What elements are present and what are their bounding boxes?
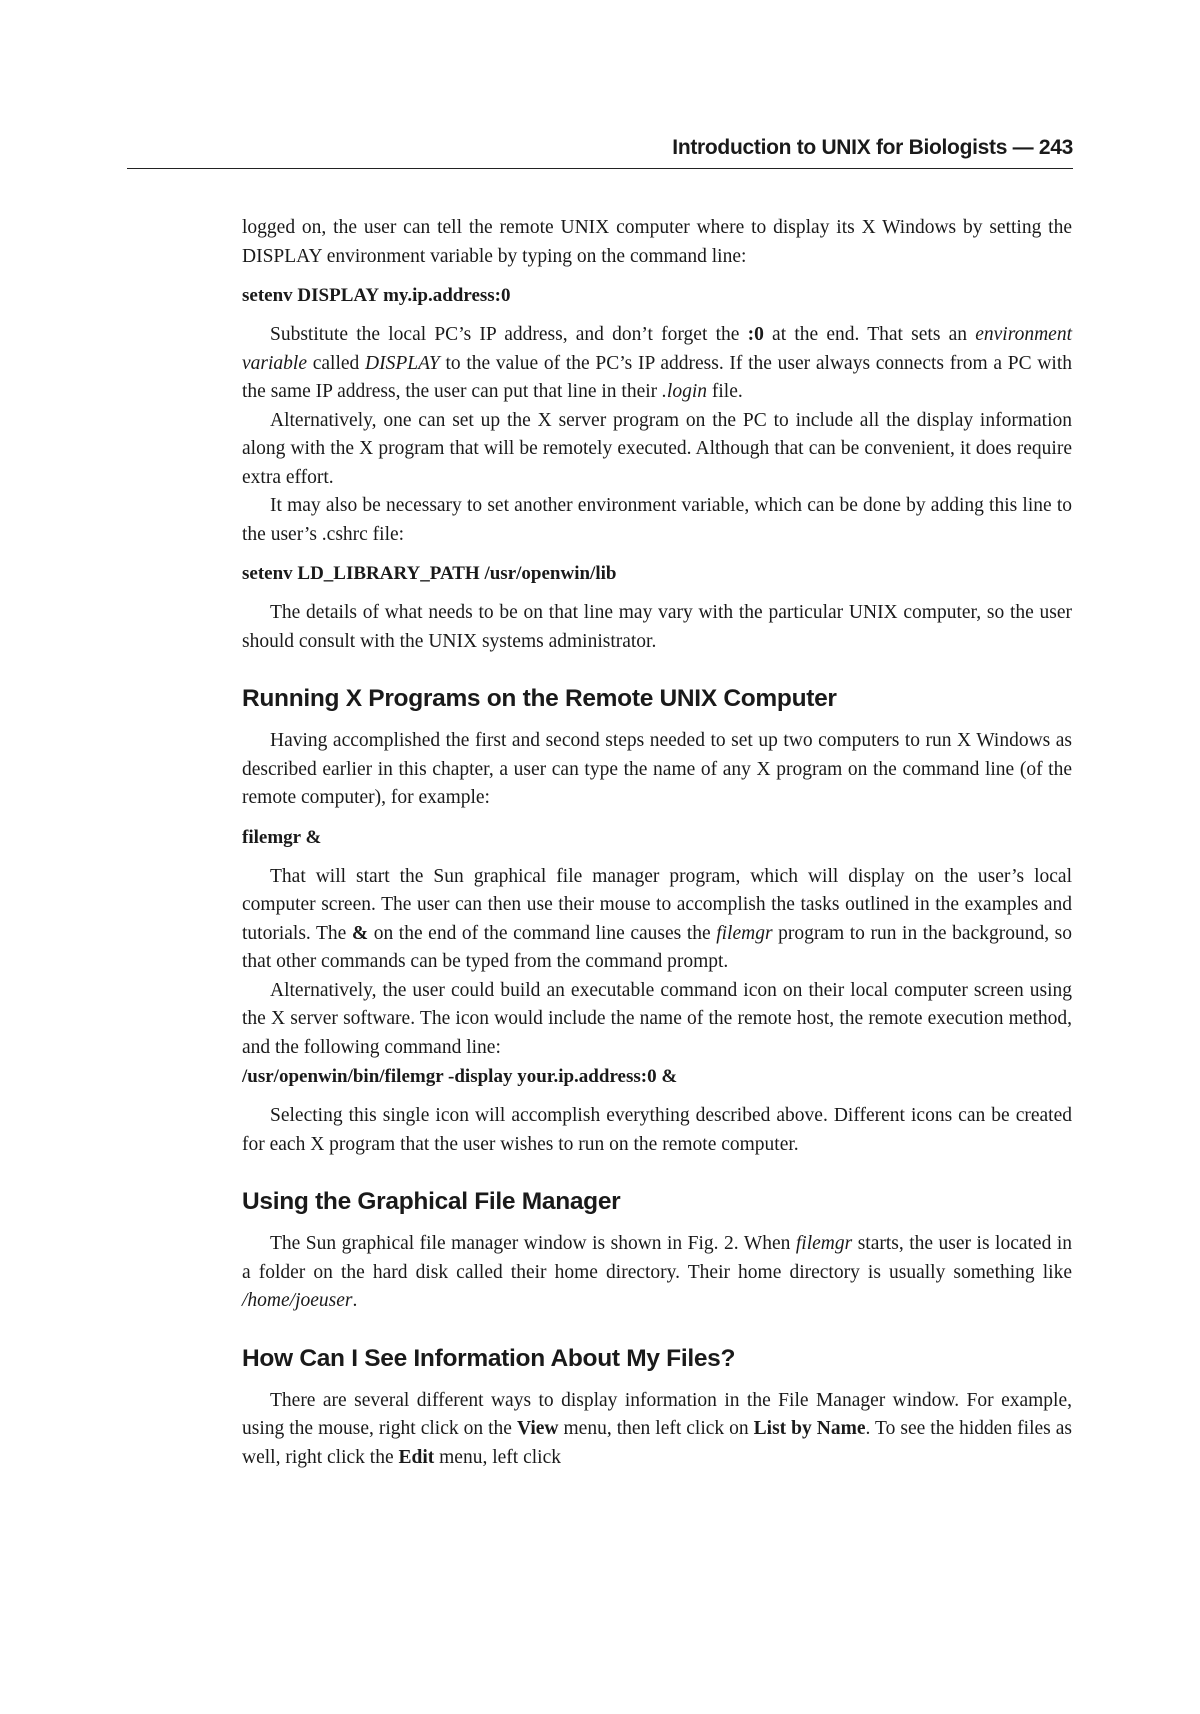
command-filemgr-display: /usr/openwin/bin/filemgr -display your.ip.address:0 & bbox=[242, 1066, 678, 1087]
paragraph-start-file-manager: That will start the Sun graphical file manager program, which will display on the user’s local computer screen. The user can then use their mouse to accomplish the tasks outlined in the examples and tutorials. The & on the end of the command line causes the filemgr program to run in the background, so that other commands can be typed from the command prompt. bbox=[242, 865, 1072, 972]
paragraph-alternatively-x-server: Alternatively, one can set up the X server program on the PC to include all the display information along with the X program that will be remotely executed. Although that can be convenient, it does require extra effort. bbox=[242, 409, 1072, 488]
heading-running-x-programs: Running X Programs on the Remote UNIX Computer bbox=[242, 685, 837, 712]
paragraph-selecting-icon: Selecting this single icon will accomplish everything described above. Different icons can be created for each X program that the user wishes to run on the remote computer. bbox=[242, 1105, 1072, 1155]
paragraph-having-accomplished: Having accomplished the first and second steps needed to set up two computers to run X Windows as described earlier in this chapter, a user can type the name of any X program on the command line (of the remote computer), for example: bbox=[242, 730, 1072, 808]
page-body bbox=[242, 214, 1072, 1472]
command-setenv-ld-library-path: setenv LD_LIBRARY_PATH /usr/openwin/lib bbox=[242, 563, 617, 584]
command-filemgr: filemgr & bbox=[242, 826, 322, 848]
heading-graphical-file-manager: Using the Graphical File Manager bbox=[242, 1188, 621, 1215]
paragraph-command-icon: Alternatively, the user could build an executable command icon on their local computer screen using the X server software. The icon would include the name of the remote host, the remote execution method, and the following command line: bbox=[242, 979, 1072, 1058]
paragraph-display-information: There are several different ways to display information in the File Manager window. For example, using the mouse, right click on the View menu, then left click on List by Name. To see the hidden files as well, right click the Edit menu, left click bbox=[242, 1389, 1073, 1468]
paragraph-substitute-ip: Substitute the local PC’s IP address, and don’t forget the :0 at the end. That sets an environment variable called DISPLAY to the value of the PC’s IP address. If the user always connects from a PC with the same IP address, the user can put that line in their .login file. bbox=[242, 324, 1072, 402]
paragraph-file-manager-window: The Sun graphical file manager window is shown in Fig. 2. When filemgr starts, the user is located in a folder on the hard disk called their home directory. Their home directory is usually something like /home/joeuser. bbox=[242, 1233, 1072, 1311]
paragraph-continuation: logged on, the user can tell the remote UNIX computer where to display its X Windows by setting the DISPLAY environment variable by typing on the command line: bbox=[242, 217, 1072, 267]
heading-information-about-files: How Can I See Information About My Files? bbox=[242, 1344, 736, 1372]
command-setenv-display: setenv DISPLAY my.ip.address:0 bbox=[242, 285, 511, 306]
header-rule bbox=[127, 168, 1073, 169]
paragraph-details: The details of what needs to be on that line may vary with the particular UNIX computer, so the user should consult with the UNIX systems administrator. bbox=[242, 602, 1072, 652]
running-head: Introduction to UNIX for Biologists — 243 bbox=[672, 136, 1073, 159]
paragraph-environment-variable: It may also be necessary to set another environment variable, which can be done by adding this line to the user’s .cshrc file: bbox=[242, 495, 1072, 545]
